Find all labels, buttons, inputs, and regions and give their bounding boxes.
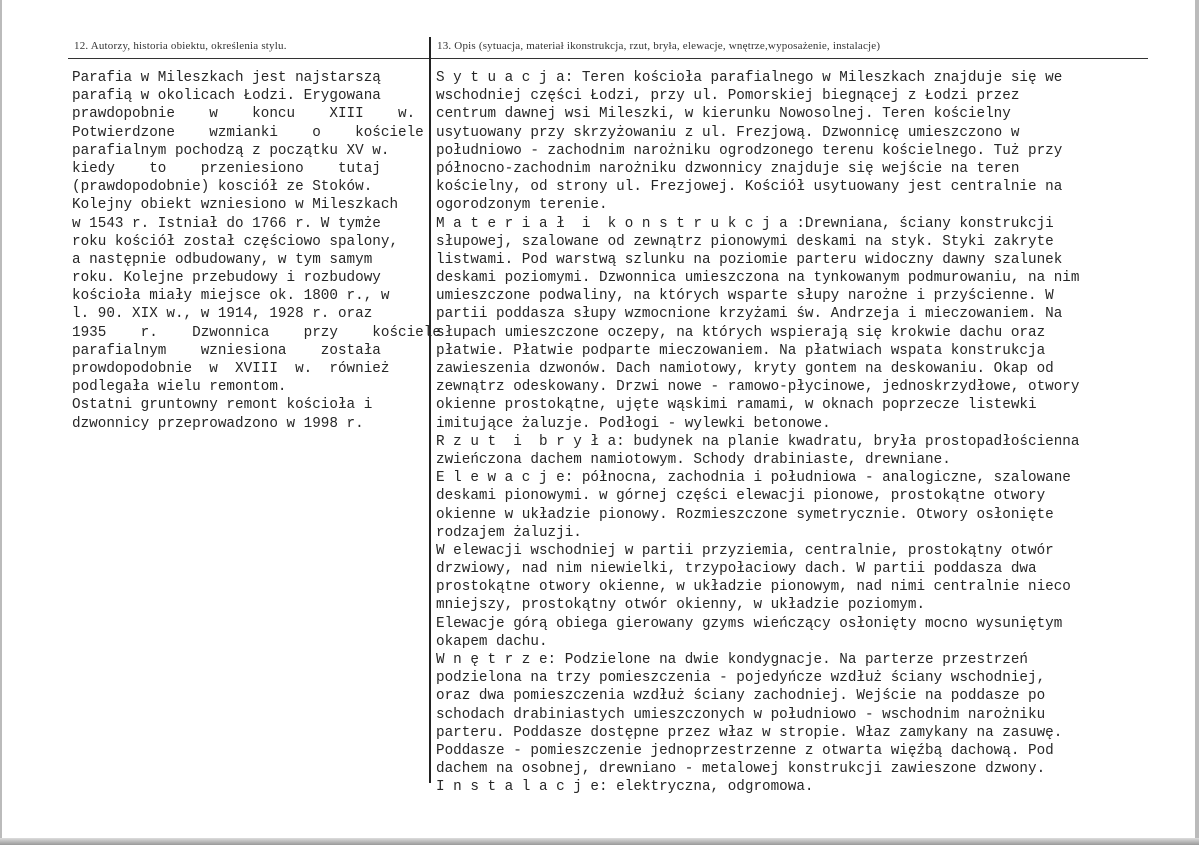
history-text-line: kościoła miały miejsce ok. 1800 r., w [72, 288, 390, 305]
description-text-line: zewnątrz odeskowany. Drzwi nowe - ramowo-płycinowe, jednoskrzydłowe, otwory [436, 379, 1080, 396]
description-text-line: deskami pionowymi. w górnej części elewacji pionowe, prostokątne otwory [436, 488, 1046, 505]
description-text-line: usytuowany przy skrzyżowaniu z ul. Frezjową. Dzwonnicę umieszczono w [436, 124, 1020, 141]
description-text-line: słupowej, szalowane od zewnątrz pionowymi deskami na styk. Styki zakryte [436, 233, 1054, 250]
description-text-line: dachem na osobnej, drewniano - metalowej konstrukcji zawieszone dzwony. [436, 761, 1046, 778]
description-text-column [436, 69, 1079, 797]
history-text-line: Parafia w Mileszkach jest najstarszą [72, 70, 381, 86]
scan-edge-left [0, 0, 2, 845]
description-text-line: północno-zachodnim narożniku dzwonnicy znajduje się wejście na teren [436, 160, 1020, 177]
description-text-line: R z u t i b r y ł a: budynek na planie kwadratu, bryła prostopadłościenna [436, 433, 1080, 450]
description-text-line: M a t e r i a ł i k o n s t r u k c j a :Drewniana, ściany konstrukcji [436, 215, 1054, 232]
history-text-line: roku kościół został częściowo spalony, [72, 233, 399, 250]
description-text-line: okienne prostokątne, ujęte wąskimi ramami, w oknach poprzecze listewki [436, 397, 1037, 414]
history-text-line: Ostatni gruntowny remont kościoła i [72, 397, 373, 414]
description-text-line: I n s t a l a c j e: elektryczna, odgromowa. [436, 779, 814, 796]
description-text-line: płatwie. Płatwie podparte mieczowaniem. Na płatwiach wspata konstrukcja [436, 342, 1046, 359]
section-13-header: 13. Opis (sytuacja, materiał ikonstrukcja, rzut, bryła, elewacje, wnętrze,wyposażenie, instalacje) [437, 40, 881, 52]
description-text-line: S y t u a c j a: Teren kościoła parafialnego w Mileszkach znajduje się we [436, 70, 1063, 86]
description-text-line: południowo - zachodnim narożniku ogrodzonego terenu kościelnego. Tuż przy [436, 142, 1063, 159]
history-text-column [72, 69, 441, 433]
description-text-line: deskami poziomymi. Dzwonnica umieszczona na tynkowanym podmurowaniu, na nim [436, 270, 1080, 287]
description-text-line: drzwiowy, nad nim niewielki, trzypołaciowy dach. W partii poddasza dwa [436, 561, 1037, 578]
description-text-line: Elewacje górą obiega gierowany gzyms wieńczący osłonięty mocno wysuniętym [436, 615, 1063, 632]
description-text-line: kościelny, od strony ul. Frezjowej. Kościół usytuowany jest centralnie na [436, 179, 1063, 196]
description-text-line: umieszczone podwaliny, na których wsparte słupy narożne i przyścienne. W [436, 288, 1054, 305]
history-text-line: (prawdopodobnie) kosciół ze Stoków. [72, 179, 373, 196]
section-12-header: 12. Autorzy, historia obiektu, określenia stylu. [74, 40, 287, 52]
scan-edge-bottom [0, 838, 1199, 845]
description-text-line: listwami. Pod warstwą szlunku na poziomie parteru widoczny dawny szalunek [436, 251, 1063, 268]
description-text-line: parteru. Poddasze dostępne przez właz w stropie. Właz zamykany na zasuwę. [436, 724, 1063, 741]
description-text-line: E l e w a c j e: północna, zachodnia i południowa - analogiczne, szalowane [436, 470, 1071, 487]
description-text-line: ogorodzonym terenie. [436, 197, 608, 214]
history-text-line: w 1543 r. Istniał do 1766 r. W tymże [72, 215, 381, 232]
history-text-line: parafialnym wzniesiona została [72, 342, 381, 359]
history-text-line: kiedy to przeniesiono tutaj [72, 160, 381, 177]
description-text-line: wschodniej części Łodzi, przy ul. Pomorskiej biegnącej z Łodzi przez [436, 88, 1020, 105]
history-text-line: Kolejny obiekt wzniesiono w Mileszkach [72, 197, 399, 214]
history-text-line: prawdopobnie w koncu XIII w. [72, 106, 416, 123]
description-text-line: podzielona na trzy pomieszczenia - pojedyńcze wzdłuż ściany wschodniej, [436, 670, 1046, 687]
description-text-line: okapem dachu. [436, 633, 548, 650]
description-text-line: partii poddasza słupy wzmocnione krzyżami św. Andrzeja i mieczowaniem. Na [436, 306, 1063, 323]
history-text-line: dzwonnicy przeprowadzono w 1998 r. [72, 415, 364, 432]
description-text-line: centrum dawnej wsi Mileszki, w kierunku Nowosolnej. Teren kościelny [436, 106, 1011, 123]
history-text-line: 1935 r. Dzwonnica przy kościele [72, 324, 441, 341]
description-text-line: Poddasze - pomieszczenie jednoprzestrzenne z otwarta więźbą dachową. Pod [436, 742, 1054, 759]
scan-edge-right [1195, 0, 1199, 845]
description-text-line: rodzajem żaluzji. [436, 524, 582, 541]
description-text-line: W n ę t r z e: Podzielone na dwie kondygnacje. Na parterze przestrzeń [436, 652, 1028, 668]
description-text-line: zwieńczona dachem namiotowym. Schody drabiniaste, drewniane. [436, 451, 951, 468]
description-text-line: prostokątne otwory okienne, w układzie pionowym, nad nimi centralnie nieco [436, 579, 1071, 596]
history-text-line: parafią w okolicach Łodzi. Erygowana [72, 88, 381, 105]
history-text-line: parafialnym pochodzą z początku XV w. [72, 142, 390, 159]
history-text-line: l. 90. XIX w., w 1914, 1928 r. oraz [72, 306, 373, 323]
description-text-line: słupach umieszczone oczepy, na których wspierają się krokwie dachu oraz [436, 324, 1046, 341]
description-text-line: oraz dwa pomieszczenia wzdłuż ściany zachodniej. Wejście na poddasze po [436, 688, 1046, 705]
history-text-line: roku. Kolejne przebudowy i rozbudowy [72, 270, 381, 287]
history-text-line: a następnie odbudowany, w tym samym [72, 251, 373, 268]
description-text-line: imitujące żaluzje. Podłogi - wylewki betonowe. [436, 415, 831, 432]
description-text-line: okienne w układzie pionowy. Rozmieszczone symetrycznie. Otwory osłonięte [436, 506, 1054, 523]
description-text-line: mniejszy, prostokątny otwór okienny, w układzie poziomym. [436, 597, 926, 614]
history-text-line: Potwierdzone wzmianki o kościele [72, 124, 424, 141]
description-text-line: W elewacji wschodniej w partii przyziemia, centralnie, prostokątny otwór [436, 542, 1054, 559]
history-text-line: prowdopodobnie w XVIII w. również [72, 361, 390, 377]
header-rule [68, 58, 1148, 59]
description-text-line: schodach drabiniastych umieszczonych w południowo - wschodnim narożniku [436, 706, 1046, 723]
description-text-line: zawieszenia dzwonów. Dach namiotowy, kryty gontem na deskowaniu. Okap od [436, 361, 1054, 377]
history-text-line: podlegała wielu remontom. [72, 379, 287, 396]
